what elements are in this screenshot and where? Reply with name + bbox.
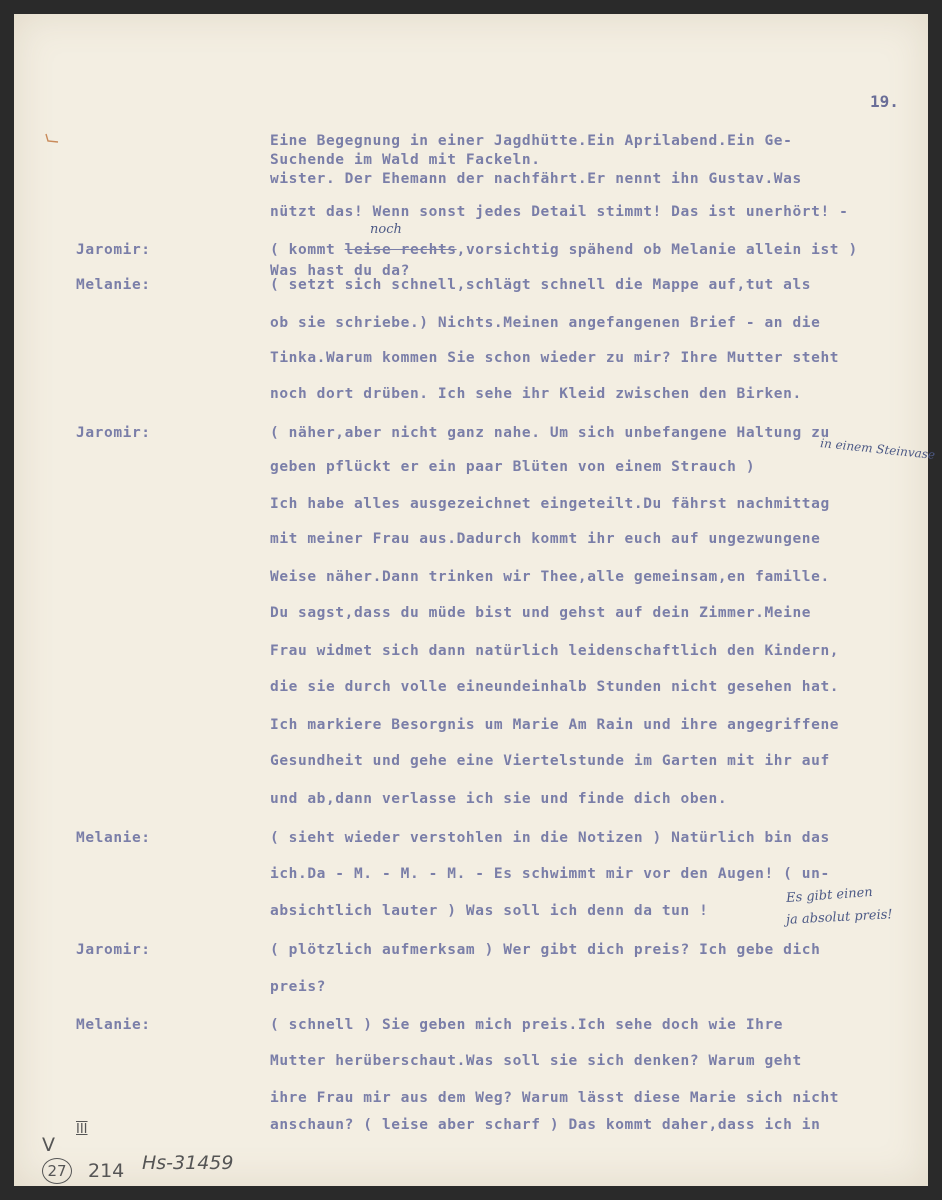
typed-line: Suchende im Wald mit Fackeln.: [270, 152, 541, 168]
typed-line: anschaun? ( leise aber scharf ) Das kommt daher,dass ich in: [270, 1117, 821, 1133]
typed-line: und ab,dann verlasse ich sie und finde dich oben.: [270, 791, 728, 807]
typed-line: absichtlich lauter ) Was soll ich denn da tun !: [270, 903, 709, 919]
archive-circled-number: 27: [42, 1158, 72, 1184]
typed-line: Frau widmet sich dann natürlich leidenschaftlich den Kindern,: [270, 643, 840, 659]
typed-line: die sie durch volle eineundeinhalb Stunden nicht gesehen hat.: [270, 679, 840, 695]
speaker-label: Melanie:: [76, 1017, 151, 1033]
typed-line: Eine Begegnung in einer Jagdhütte.Ein Aprilabend.Ein Ge-: [270, 133, 793, 149]
annotation-es-gibt-1: Es gibt einen: [785, 884, 874, 907]
typed-line: nützt das! Wenn sonst jedes Detail stimmt! Das ist unerhört! -: [270, 204, 849, 220]
typed-line: ( sieht wieder verstohlen in die Notizen ) Natürlich bin das: [270, 830, 830, 846]
typed-line: noch dort drüben. Ich sehe ihr Kleid zwischen den Birken.: [270, 386, 802, 402]
annotation-es-gibt-2: ja absolut preis!: [785, 907, 893, 928]
manuscript-page: [14, 14, 936, 1186]
typed-line: ich.Da - M. - M. - M. - Es schwimmt mir vor den Augen! ( un-: [270, 866, 830, 882]
speaker-label: Jaromir:: [76, 242, 151, 258]
struck-text: leise rechts: [344, 242, 457, 258]
typed-line: geben pflückt er ein paar Blüten von einem Strauch ): [270, 459, 756, 475]
typed-line: ( näher,aber nicht ganz nahe. Um sich unbefangene Haltung zu: [270, 425, 830, 441]
typed-line: ihre Frau mir aus dem Weg? Warum lässt diese Marie sich nicht: [270, 1090, 840, 1106]
pencil-mark: [44, 132, 60, 144]
speaker-label: Melanie:: [76, 830, 151, 846]
typed-text: ( kommt: [270, 242, 345, 258]
speaker-label: Jaromir:: [76, 425, 151, 441]
typed-line: ob sie schriebe.) Nichts.Meinen angefangenen Brief - an die: [270, 315, 821, 331]
typed-line: ( setzt sich schnell,schlägt schnell die Mappe auf,tut als: [270, 277, 812, 293]
annotation-steinvase: in einem Steinvase: [819, 436, 936, 462]
typed-line: wister. Der Ehemann der nachfährt.Er nennt ihn Gustav.Was: [270, 171, 802, 187]
archive-sub: III: [76, 1122, 88, 1137]
page-number: 19.: [870, 92, 899, 111]
typed-line: Was hast du da?: [270, 263, 410, 279]
typed-line: ( plötzlich aufmerksam ) Wer gibt dich preis? Ich gebe dich: [270, 942, 821, 958]
typed-line: [270, 243, 858, 258]
archive-volume: V: [42, 1134, 55, 1156]
typed-line: Mutter herüberschaut.Was soll sie sich denken? Warum geht: [270, 1053, 802, 1069]
typed-line: ( schnell ) Sie geben mich preis.Ich sehe doch wie Ihre: [270, 1017, 784, 1033]
typed-line: Ich markiere Besorgnis um Marie Am Rain und ihre angegriffene: [270, 717, 840, 733]
speaker-label: Jaromir:: [76, 942, 151, 958]
typed-line: Ich habe alles ausgezeichnet eingeteilt.Du fährst nachmittag: [270, 496, 830, 512]
archive-signature: Hs-31459: [142, 1152, 234, 1174]
typed-line: mit meiner Frau aus.Dadurch kommt ihr euch auf ungezwungene: [270, 531, 821, 547]
typed-line: Du sagst,dass du müde bist und gehst auf dein Zimmer.Meine: [270, 605, 812, 621]
typed-line: Gesundheit und gehe eine Viertelstunde im Garten mit ihr auf: [270, 753, 830, 769]
speaker-label: Melanie:: [76, 277, 151, 293]
typed-line: preis?: [270, 979, 326, 995]
archive-folio: 214: [88, 1160, 125, 1182]
typed-line: Weise näher.Dann trinken wir Thee,alle gemeinsam,en famille.: [270, 569, 830, 585]
typed-line: Tinka.Warum kommen Sie schon wieder zu mir? Ihre Mutter steht: [270, 350, 840, 366]
typed-text: ,vorsichtig spähend ob Melanie allein ist ): [456, 242, 858, 258]
annotation-noch: noch: [370, 222, 402, 237]
